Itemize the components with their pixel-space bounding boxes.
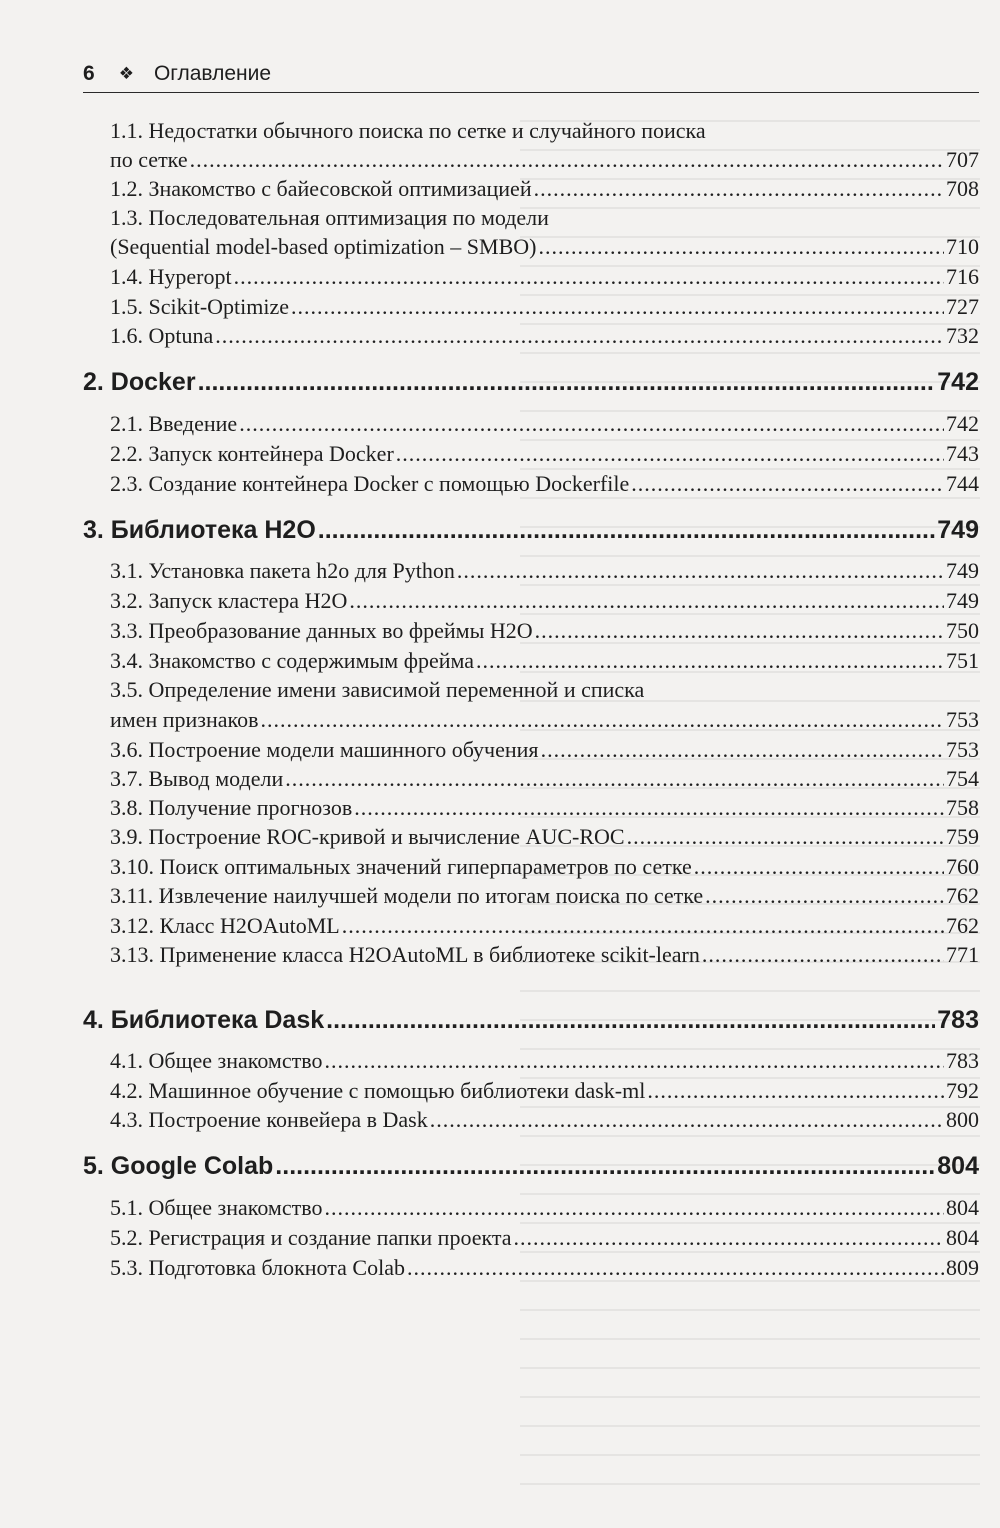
toc-page-number: 783 xyxy=(946,1048,979,1073)
toc-entry-text: 5.2. Регистрация и создание папки проекта xyxy=(110,1225,512,1250)
dot-leader xyxy=(535,618,944,644)
toc-page-number: 771 xyxy=(946,942,979,967)
toc-entry-text: 2.3. Создание контейнера Docker с помощью Dockerfile xyxy=(110,471,630,496)
dot-leader xyxy=(476,648,944,674)
dot-leader xyxy=(694,854,944,880)
toc-entry-text: 4.2. Машинное обучение с помощью библиотеки dask-ml xyxy=(110,1078,646,1103)
dot-leader xyxy=(198,368,936,397)
toc-page-number: 710 xyxy=(946,234,979,259)
toc-entry[interactable] xyxy=(110,264,979,290)
toc-page-number: 760 xyxy=(946,854,979,879)
toc-entry-text: 1.3. Последовательная оптимизация по модели xyxy=(110,205,549,230)
toc-page-number: 800 xyxy=(946,1107,979,1132)
toc-entry[interactable] xyxy=(110,942,979,968)
toc-page-number: 759 xyxy=(946,824,979,849)
toc-entry-text: 3.8. Получение прогнозов xyxy=(110,795,353,820)
running-header xyxy=(83,56,979,93)
toc-entry-text: 3.2. Запуск кластера H2O xyxy=(110,588,348,613)
toc-entry-text: 2.2. Запуск контейнера Docker xyxy=(110,441,394,466)
toc-entry[interactable] xyxy=(110,471,979,497)
toc-entry[interactable] xyxy=(110,737,979,763)
toc-entry-text: 3.13. Применение класса H2OAutoML в библиотеке scikit-learn xyxy=(110,942,700,967)
toc-page-number: 804 xyxy=(946,1225,979,1250)
dot-leader xyxy=(539,234,945,260)
dot-leader xyxy=(291,294,944,320)
toc-entry-text: 3.10. Поиск оптимальных значений гиперпараметров по сетке xyxy=(110,854,692,879)
dot-leader xyxy=(627,824,944,850)
toc-entry-text: 5.1. Общее знакомство xyxy=(110,1195,323,1220)
dot-leader xyxy=(354,795,944,821)
toc-entry-text: 2.1. Введение xyxy=(110,411,238,436)
toc-page-number: 744 xyxy=(946,471,979,496)
header-title: Оглавление xyxy=(153,62,272,85)
dot-leader xyxy=(234,264,944,290)
dot-leader xyxy=(396,441,944,467)
toc-page-number: 749 xyxy=(946,588,979,613)
toc-page-number: 783 xyxy=(937,1006,979,1034)
dot-leader xyxy=(215,323,944,349)
toc-entry[interactable] xyxy=(110,854,979,880)
toc-page-number: 809 xyxy=(946,1255,979,1280)
dot-leader xyxy=(190,147,944,173)
dot-leader xyxy=(285,766,944,792)
dot-leader xyxy=(326,1006,935,1035)
dot-leader xyxy=(349,588,944,614)
toc-page-number: 753 xyxy=(946,707,979,732)
toc-entry-text: 1.4. Hyperopt xyxy=(110,264,232,289)
dot-leader xyxy=(457,558,944,584)
toc-entry[interactable] xyxy=(110,1048,979,1074)
toc-entry-text: 3.9. Построение ROC-кривой и вычисление AUC-ROC xyxy=(110,824,625,849)
toc-page-number: 804 xyxy=(946,1195,979,1220)
toc-entry[interactable] xyxy=(110,766,979,792)
toc-entry-text: 3.4. Знакомство с содержимым фрейма xyxy=(110,648,475,673)
dot-leader xyxy=(705,883,944,909)
toc-entry[interactable] xyxy=(110,1255,979,1281)
toc-page-number: 754 xyxy=(946,766,979,791)
toc-entry[interactable] xyxy=(110,558,979,584)
dot-leader xyxy=(260,707,944,733)
toc-chapter[interactable] xyxy=(83,1152,979,1181)
toc-chapter[interactable] xyxy=(83,1006,979,1035)
toc-entry[interactable] xyxy=(110,1078,979,1104)
toc-page-number: 753 xyxy=(946,737,979,762)
dot-leader xyxy=(541,737,944,763)
toc-entry[interactable] xyxy=(110,234,979,260)
toc-entry[interactable] xyxy=(110,648,979,674)
toc-entry-text: 2. Docker xyxy=(83,368,196,396)
toc-entry-text: имен признаков xyxy=(110,707,259,732)
toc-entry-text: 4. Библиотека Dask xyxy=(83,1006,325,1034)
toc-page-number: 762 xyxy=(946,913,979,938)
ornament-icon: ❖ xyxy=(118,64,134,83)
toc-entry[interactable] xyxy=(110,618,979,644)
toc-page-number: 743 xyxy=(946,441,979,466)
dot-leader xyxy=(407,1255,944,1281)
toc-entry[interactable] xyxy=(110,913,979,939)
toc-entry-text: 5.3. Подготовка блокнота Colab xyxy=(110,1255,405,1280)
toc-entry[interactable] xyxy=(110,323,979,349)
dot-leader xyxy=(534,176,944,202)
dot-leader xyxy=(631,471,944,497)
dot-leader xyxy=(239,411,944,437)
toc-entry[interactable] xyxy=(110,1195,979,1221)
toc-entry-text: 3.6. Построение модели машинного обучения xyxy=(110,737,539,762)
toc-entry[interactable] xyxy=(110,147,979,173)
toc-page-number: 751 xyxy=(946,648,979,673)
dot-leader xyxy=(318,516,936,545)
dot-leader xyxy=(324,1195,944,1221)
toc-page-number: 732 xyxy=(946,323,979,348)
toc-entry-text: 3.11. Извлечение наилучшей модели по итогам поиска по сетке xyxy=(110,883,704,908)
toc-chapter[interactable] xyxy=(83,368,979,397)
toc-entry-text: 3. Библиотека H2O xyxy=(83,516,316,544)
dot-leader xyxy=(342,913,944,939)
toc-page-number: 758 xyxy=(946,795,979,820)
toc-entry[interactable] xyxy=(110,176,979,202)
page-number: 6 xyxy=(83,62,95,85)
dot-leader xyxy=(647,1078,944,1104)
toc-page-number: 749 xyxy=(937,516,979,544)
dot-leader xyxy=(430,1107,944,1133)
toc-page-number: 708 xyxy=(946,176,979,201)
dot-leader xyxy=(702,942,944,968)
dot-leader xyxy=(514,1225,944,1251)
toc-page-number: 750 xyxy=(946,618,979,643)
toc-entry-text: 5. Google Colab xyxy=(83,1152,274,1180)
toc-page-number: 716 xyxy=(946,264,979,289)
toc-entry-text: 1.5. Scikit-Optimize xyxy=(110,294,290,319)
dot-leader xyxy=(275,1152,935,1181)
toc-entry[interactable] xyxy=(110,795,979,821)
toc-entry-text: 3.12. Класс H2OAutoML xyxy=(110,913,340,938)
toc-entry-text: 4.3. Построение конвейера в Dask xyxy=(110,1107,428,1132)
toc-entry-text: 4.1. Общее знакомство xyxy=(110,1048,323,1073)
toc-page-number: 707 xyxy=(946,147,979,172)
toc-page-number: 742 xyxy=(946,411,979,436)
toc-entry-text: по сетке xyxy=(110,147,188,172)
toc-entry-text: 3.7. Вывод модели xyxy=(110,766,284,791)
toc-entry[interactable] xyxy=(110,441,979,467)
toc-entry-text: 3.3. Преобразование данных во фреймы H2O xyxy=(110,618,533,643)
toc-entry[interactable] xyxy=(110,883,979,909)
dot-leader xyxy=(324,1048,944,1074)
toc-entry[interactable] xyxy=(110,824,979,850)
toc-entry[interactable] xyxy=(110,1107,979,1133)
toc-entry[interactable] xyxy=(110,294,979,320)
toc-page-number: 742 xyxy=(937,368,979,396)
toc-entry-text: 1.6. Optuna xyxy=(110,323,214,348)
toc-entry-text: 1.1. Недостатки обычного поиска по сетке и случайного поиска xyxy=(110,118,706,143)
toc-entry-text: (Sequential model-based optimization – SMBO) xyxy=(110,234,537,259)
toc-entry[interactable] xyxy=(110,707,979,733)
toc-page-number: 792 xyxy=(946,1078,979,1103)
toc-page-number: 727 xyxy=(946,294,979,319)
toc-entry-text: 1.2. Знакомство с байесовской оптимизацией xyxy=(110,176,532,201)
toc-entry[interactable] xyxy=(110,1225,979,1251)
toc-page-number: 804 xyxy=(937,1152,979,1180)
toc-entry[interactable] xyxy=(110,411,979,437)
toc-entry[interactable] xyxy=(110,588,979,614)
toc-chapter[interactable] xyxy=(83,516,979,545)
toc-page-number: 762 xyxy=(946,883,979,908)
toc-page-number: 749 xyxy=(946,558,979,583)
toc-entry-text: 3.1. Установка пакета h2o для Python xyxy=(110,558,455,583)
toc-entry-text: 3.5. Определение имени зависимой переменной и списка xyxy=(110,677,645,702)
